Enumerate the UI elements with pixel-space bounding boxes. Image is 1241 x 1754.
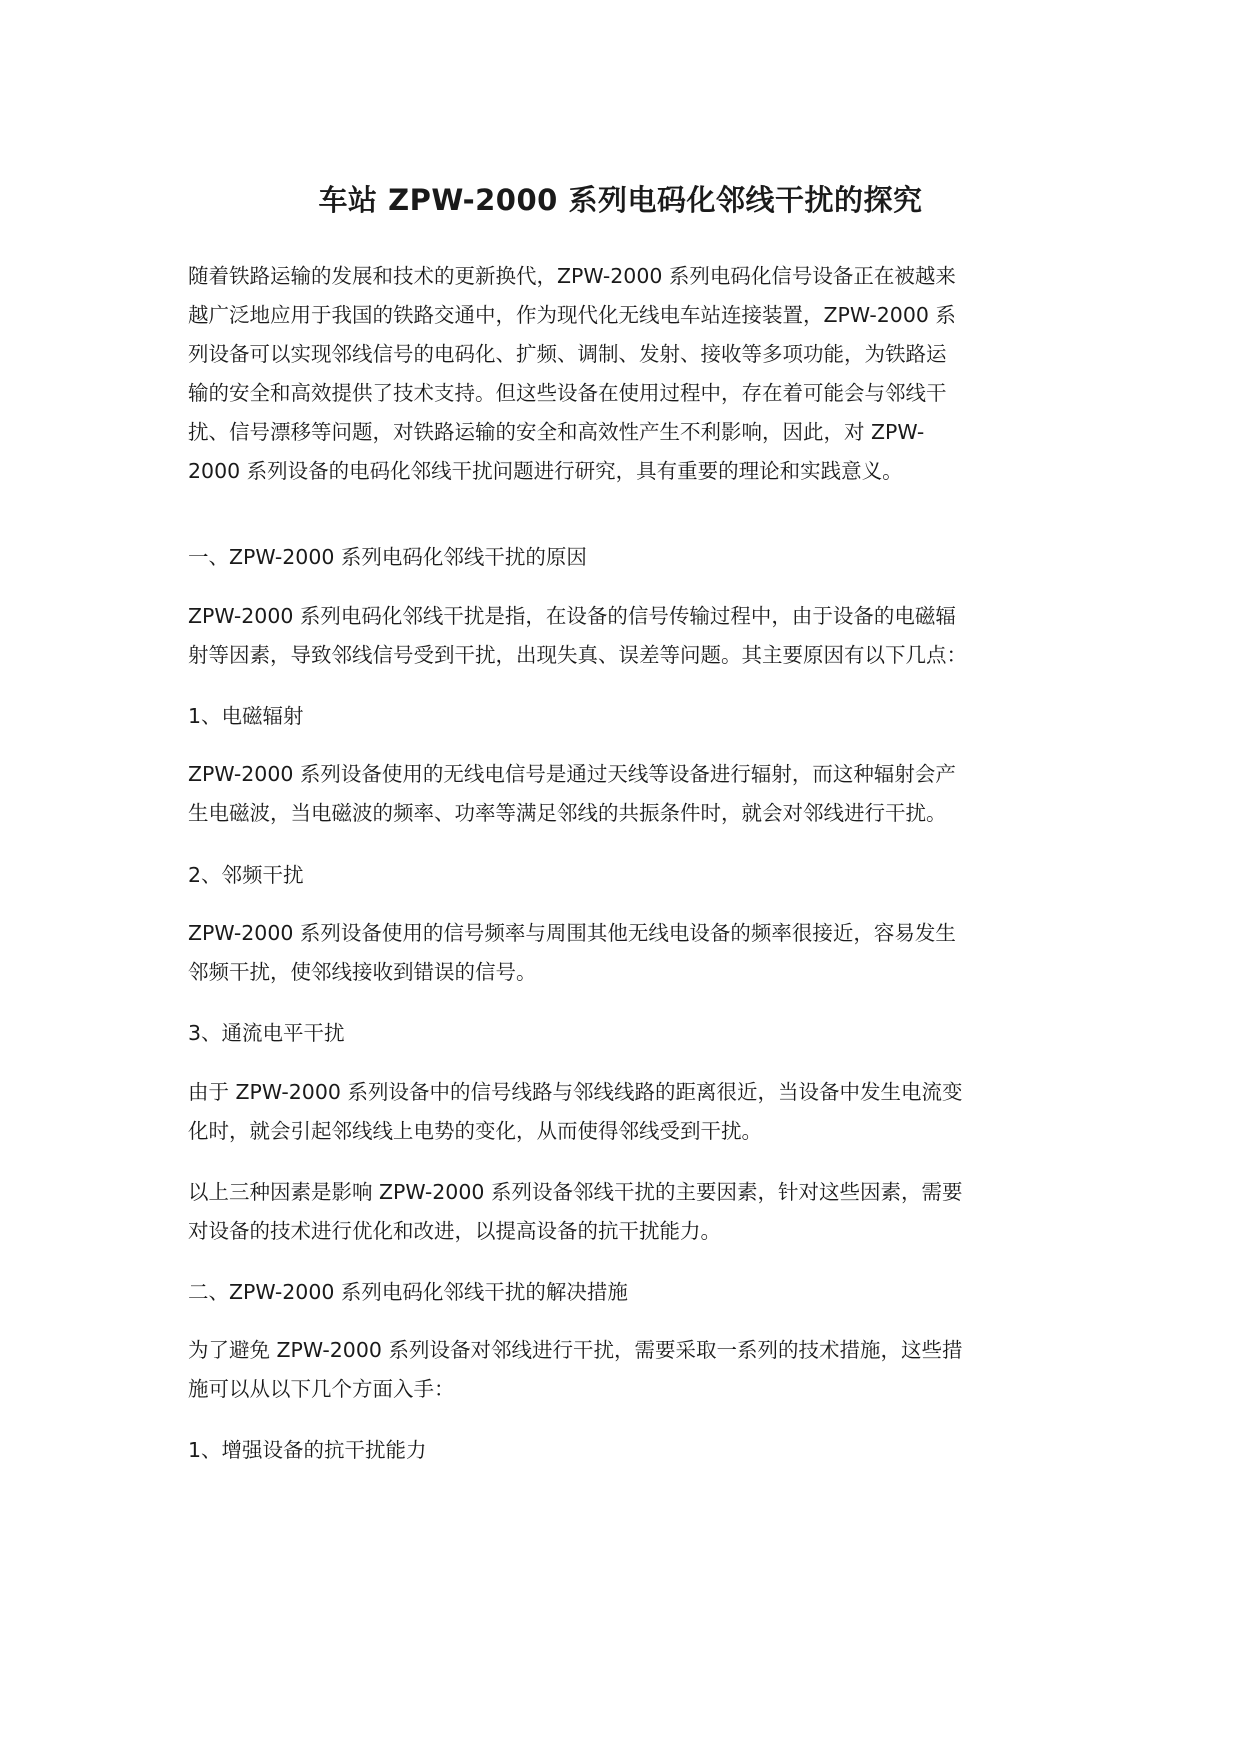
text-line: ZPW-2000 系列设备使用的信号频率与周围其他无线电设备的频率很接近，容易发生 bbox=[188, 921, 956, 945]
text-line: 射等因素，导致邻线信号受到干扰，出现失真、误差等问题。其主要原因有以下几点： bbox=[188, 643, 967, 667]
section-heading-2 bbox=[188, 1273, 1050, 1312]
summary-paragraph bbox=[188, 1173, 1050, 1251]
text-line: 对设备的技术进行优化和改进，以提高设备的抗干扰能力。 bbox=[188, 1219, 721, 1243]
current-level-paragraph bbox=[188, 1073, 1050, 1151]
measures-paragraph bbox=[188, 1331, 1050, 1409]
section-heading-1 bbox=[188, 538, 1050, 577]
electromagnetic-paragraph bbox=[188, 755, 1050, 833]
text-line: 为了避免 ZPW-2000 系列设备对邻线进行干扰，需要采取一系列的技术措施，这些措 bbox=[188, 1338, 963, 1362]
text-line: 2、邻频干扰 bbox=[188, 863, 304, 887]
text-line: 化时，就会引起邻线线上电势的变化，从而使得邻线受到干扰。 bbox=[188, 1119, 762, 1143]
text-line: 越广泛地应用于我国的铁路交通中，作为现代化无线电车站连接装置，ZPW-2000 系 bbox=[188, 303, 956, 327]
subheading-current-level bbox=[188, 1014, 1050, 1053]
adjacent-frequency-paragraph bbox=[188, 914, 1050, 992]
text-line: 施可以从以下几个方面入手： bbox=[188, 1377, 455, 1401]
text-line: 生电磁波，当电磁波的频率、功率等满足邻线的共振条件时，就会对邻线进行干扰。 bbox=[188, 801, 947, 825]
subheading-adjacent-frequency bbox=[188, 856, 1050, 895]
text-line: 邻频干扰，使邻线接收到错误的信号。 bbox=[188, 960, 537, 984]
text-line: 扰、信号漂移等问题，对铁路运输的安全和高效性产生不利影响，因此，对 ZPW- bbox=[188, 420, 925, 444]
text-line: 列设备可以实现邻线信号的电码化、扩频、调制、发射、接收等多项功能，为铁路运 bbox=[188, 342, 947, 366]
intro-paragraph bbox=[188, 257, 1050, 491]
text-line: 3、通流电平干扰 bbox=[188, 1021, 345, 1045]
subheading-anti-interference bbox=[188, 1431, 1050, 1470]
text-line: 由于 ZPW-2000 系列设备中的信号线路与邻线线路的距离很近，当设备中发生电流变 bbox=[188, 1080, 963, 1104]
text-line: 2000 系列设备的电码化邻线干扰问题进行研究，具有重要的理论和实践意义。 bbox=[188, 459, 903, 483]
subheading-electromagnetic bbox=[188, 697, 1050, 736]
text-line: 二、ZPW-2000 系列电码化邻线干扰的解决措施 bbox=[188, 1280, 628, 1304]
document-title: 车站 ZPW-2000 系列电码化邻线干扰的探究 bbox=[318, 183, 923, 217]
text-line: 1、增强设备的抗干扰能力 bbox=[188, 1438, 427, 1462]
text-line: 以上三种因素是影响 ZPW-2000 系列设备邻线干扰的主要因素，针对这些因素，需要 bbox=[188, 1180, 963, 1204]
text-line: 随着铁路运输的发展和技术的更新换代，ZPW-2000 系列电码化信号设备正在被越来 bbox=[188, 264, 956, 288]
text-line: 一、ZPW-2000 系列电码化邻线干扰的原因 bbox=[188, 545, 587, 569]
text-line: 1、电磁辐射 bbox=[188, 704, 304, 728]
text-line: ZPW-2000 系列设备使用的无线电信号是通过天线等设备进行辐射，而这种辐射会产 bbox=[188, 762, 956, 786]
text-line: 输的安全和高效提供了技术支持。但这些设备在使用过程中，存在着可能会与邻线干 bbox=[188, 381, 947, 405]
cause-paragraph bbox=[188, 597, 1050, 675]
text-line: ZPW-2000 系列电码化邻线干扰是指，在设备的信号传输过程中，由于设备的电磁辐 bbox=[188, 604, 956, 628]
